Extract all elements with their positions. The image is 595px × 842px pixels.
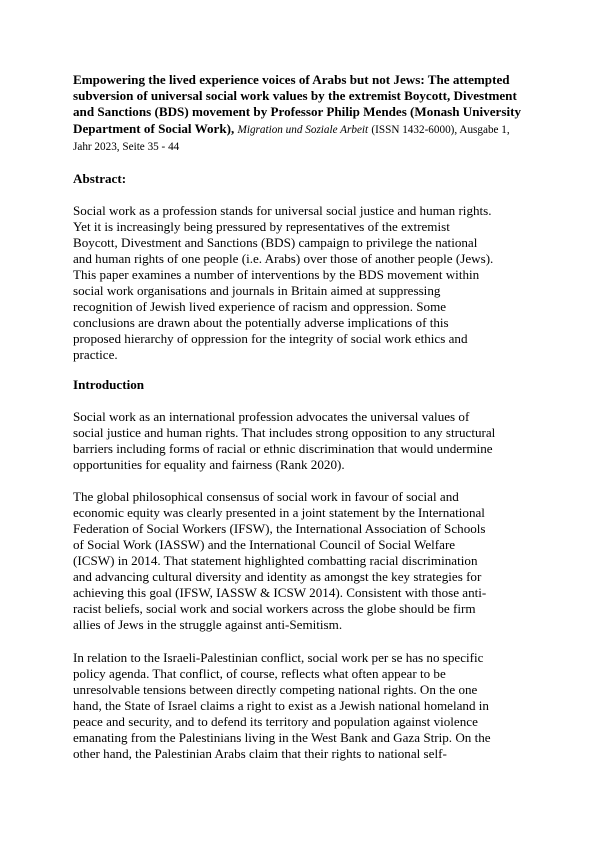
text-line: peace and security, and to defend its territory and population against violence — [73, 714, 478, 729]
text-line: unresolvable tensions between directly competing national rights. On the one — [73, 682, 478, 697]
text-line: Yet it is increasingly being pressured by representatives of the extremist — [73, 219, 450, 234]
text-line: racist beliefs, social work and social workers across the globe should be firm — [73, 601, 476, 616]
text-line: proposed hierarchy of oppression for the integrity of social work ethics and — [73, 331, 468, 346]
abstract-paragraph — [73, 203, 525, 363]
text-line: and advancing cultural diversity and identity as amongst the key strategies for — [73, 569, 482, 584]
text-line: policy agenda. That conflict, of course, reflects what often appear to be — [73, 666, 446, 681]
page — [73, 72, 525, 761]
publication-info: (ISSN 1432-6000), Ausgabe 1, Jahr 2023, Seite 35 - 44 — [73, 123, 510, 153]
text-line: and human rights of one people (i.e. Arabs) over those of another people (Jews). — [73, 251, 494, 266]
text-line: The global philosophical consensus of social work in favour of social and — [73, 489, 459, 504]
journal-name: Migration und Soziale Arbeit — [237, 123, 369, 136]
intro-paragraph-2 — [73, 489, 525, 633]
text-line: economic equity was clearly presented in a joint statement by the International — [73, 505, 485, 520]
article-citation — [73, 72, 525, 155]
text-line: In relation to the Israeli-Palestinian conflict, social work per se has no specific — [73, 650, 484, 665]
text-line: achieving this goal (IFSW, IASSW & ICSW 2014). Consistent with those anti- — [73, 585, 487, 600]
text-line: recognition of Jewish lived experience of racism and oppression. Some — [73, 299, 447, 314]
text-line: This paper examines a number of interventions by the BDS movement within — [73, 267, 480, 282]
intro-paragraph-1 — [73, 409, 525, 473]
abstract-heading: Abstract: — [73, 171, 127, 186]
text-line: opportunities for equality and fairness (Rank 2020). — [73, 457, 345, 472]
text-line: Social work as an international profession advocates the universal values of — [73, 409, 470, 424]
text-line: other hand, the Palestinian Arabs claim that their rights to national self- — [73, 746, 447, 761]
text-line: practice. — [73, 347, 118, 362]
text-line: allies of Jews in the struggle against anti-Semitism. — [73, 617, 343, 632]
text-line: of Social Work (IASSW) and the International Council of Social Welfare — [73, 537, 456, 552]
text-line: Boycott, Divestment and Sanctions (BDS) campaign to privilege the national — [73, 235, 478, 250]
text-line: barriers including forms of racial or ethnic discrimination that would undermine — [73, 441, 493, 456]
text-line: hand, the State of Israel claims a right to exist as a Jewish national homeland in — [73, 698, 489, 713]
text-line: Social work as a profession stands for universal social justice and human rights. — [73, 203, 492, 218]
text-line: social work organisations and journals in Britain aimed at suppressing — [73, 283, 441, 298]
text-line: conclusions are drawn about the potentially adverse implications of this — [73, 315, 449, 330]
text-line: social justice and human rights. That includes strong opposition to any structural — [73, 425, 496, 440]
text-line: emanating from the Palestinians living in the West Bank and Gaza Strip. On the — [73, 730, 491, 745]
text-line: Federation of Social Workers (IFSW), the International Association of Schools — [73, 521, 486, 536]
introduction-heading: Introduction — [73, 377, 145, 392]
text-line: (ICSW) in 2014. That statement highlighted combatting racial discrimination — [73, 553, 478, 568]
intro-paragraph-3 — [73, 650, 525, 762]
article-title: Empowering the lived experience voices of Arabs but not Jews: The attempted subversion of universal social work values by the extremist Boycott, Divestment and Sanctions (BDS) movement by Professor Philip Mendes (Monash University Department of Social Work), — [73, 72, 521, 136]
